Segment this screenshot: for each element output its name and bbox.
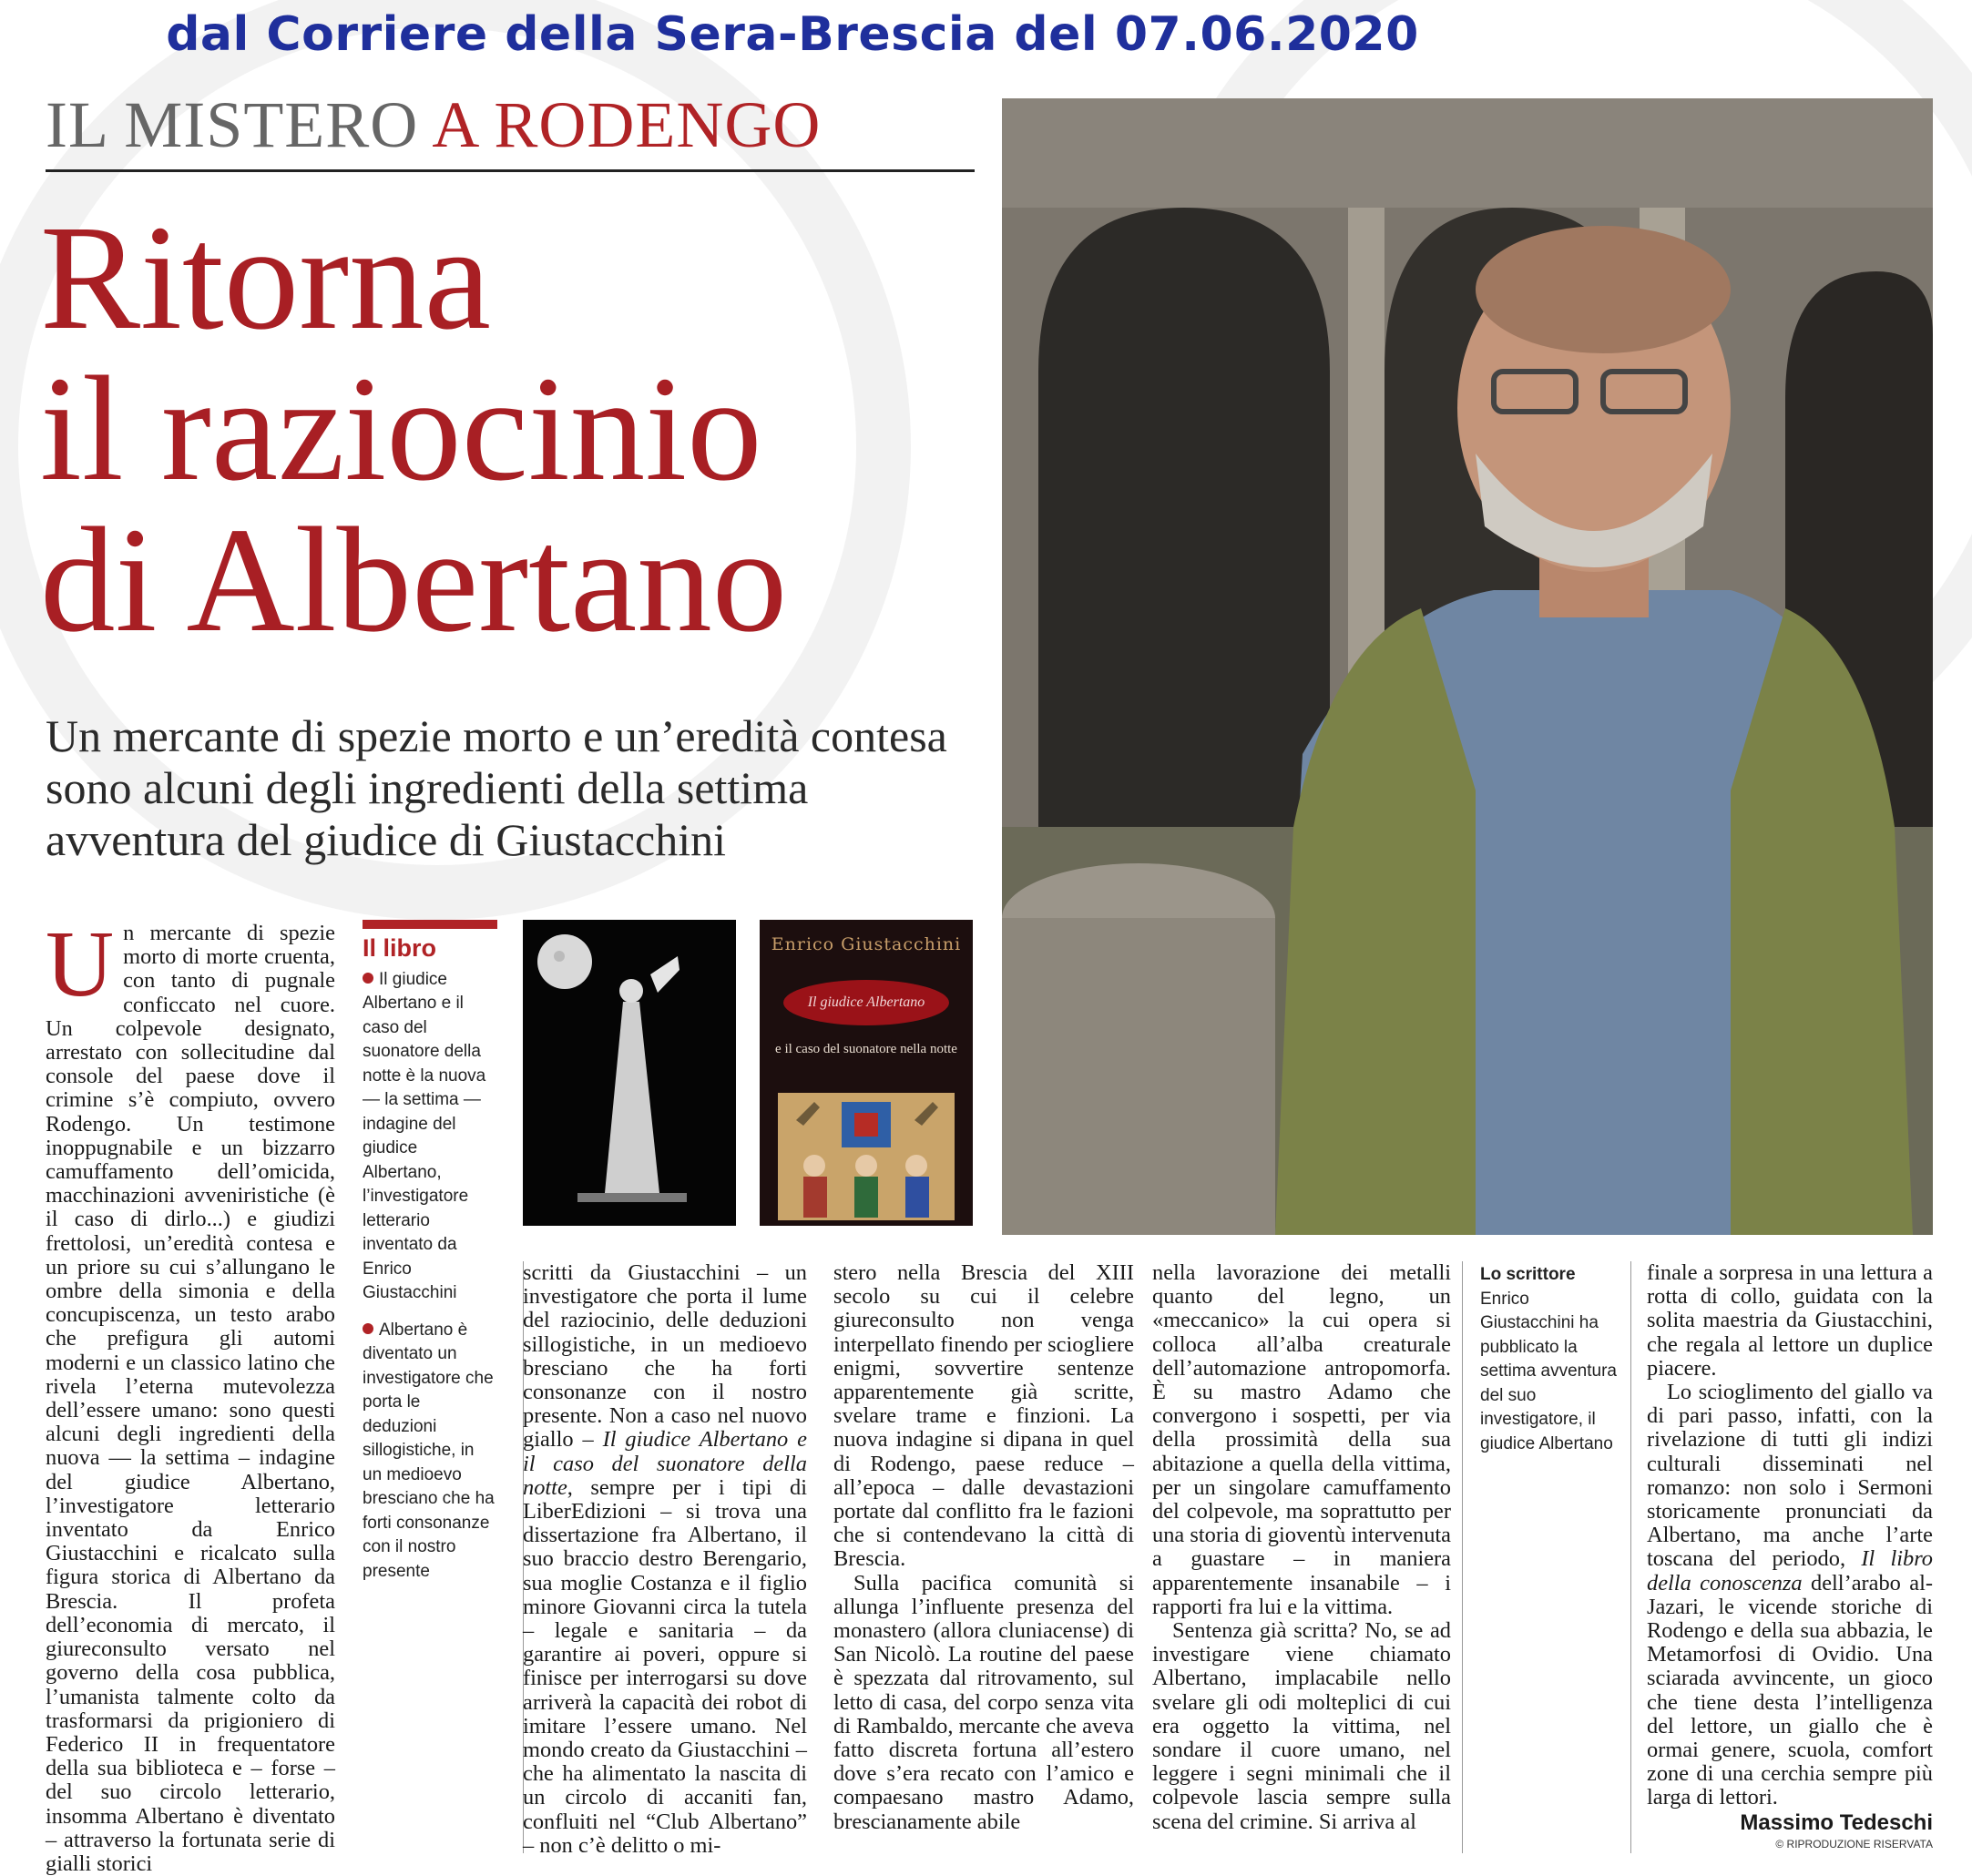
article-column-4 [1152, 1261, 1451, 1834]
article-column-1 [46, 912, 335, 1876]
kicker [46, 87, 821, 163]
column-4-paragraph-2: Sentenza già scritta? No, se ad investigare viene chiamato Albertano, implacabile nello svelare gli odi molteplici di cui era oggetto la vittima, nel sondare il cuore umano, nel leggere i segni minimali che il colpevole lascia sempre sulla scena del crimine. Si arriva al [1152, 1618, 1451, 1834]
headline-line-2: il raziocinio [40, 345, 762, 512]
headline-line-1: Ritorna [40, 194, 491, 361]
column-6-text-a: Lo scioglimento del giallo va di pari passo, infatti, con la rivelazione di tutti gli indizi culturali disseminati nel romanzo: non solo i Sermoni storicamente pronunciati da Albertano, ma anche l’arte toscana del periodo, [1647, 1380, 1933, 1572]
book-cover-miniature-illustration [778, 1093, 955, 1220]
sidebar-item-text: Albertano è diventato un investigatore che porta le deduzioni sillogistiche, in un medioevo bresciano che ha forti consonanze con il nostro presente [363, 1320, 495, 1581]
column-divider [1462, 1261, 1463, 1853]
column-2-text-a: scritti da Giustacchini – un investigatore che porta il lume del raziocinio, delle deduzioni sillogistiche, in un medioevo bresciano che ha forti consonanze con il nostro presente. Non a caso nel nuovo giallo – [523, 1260, 807, 1453]
author-photo [1002, 98, 1933, 1235]
column-6-text-b: dell’arabo al-Jazari, le vicende storiche di Rodengo e della sua abbazia, le Metamorfosi di Ovidio. Una sciarada avvincente, un gioco che tiene desta l’intelligenza del lettore, un giallo che è ormai genere, scuola, comfort zone di una cerchia sempre più larga di lettori. [1647, 1570, 1933, 1810]
deck: Un mercante di spezie morto e un’eredità contesa sono alcuni degli ingredienti della settima avventura del giudice di Giustacchini [46, 710, 947, 865]
author-photo-illustration [1002, 98, 1933, 1235]
headline [40, 194, 996, 663]
book-reference-italic: Il libro della conoscenza [1647, 1546, 1933, 1596]
column-1-text: n mercante di spezie morto di morte cruenta, con tanto di pugnale conficcato nel cuore. Un colpevole designato, arrestato con sollecitudine dal console del paese dove il crimine s’è compiuto, ovvero Rodengo. Un testimone inoppugnabile e un bizzarro camuffamento dell’omicida, macchinazioni avveniristiche (è il caso di dirlo...) e giudizi frettolosi, un’eredità contesa e un priore su cui s’allungano le ombre della simonia e della concupiscenza, un testo arabo che prefigura gli automi moderni e un classico latino che rivela l’eterna mutevolezza dell’essere umano: sono questi alcuni degli ingredienti della nuova — la settima – indagine del giudice Albertano, l’investigatore letterario inventato da Enrico Giustacchini e ricalcato sulla figura storica di Albertano da Brescia. Il profeta dell’economia di mercato, il giureconsulto versato nel governo della cosa pubblica, l’umanista talmente colto da trasformarsi da prigioniero di Federico II in frequentatore della sua biblioteca e – forse – del suo circolo letterario, insomma Albertano è diventato – attraverso la fortunata serie di gialli storici [46, 921, 335, 1876]
photo-caption [1480, 1263, 1621, 1456]
caption-text: Enrico Giustacchini ha pubblicato la settima avventura del suo investigatore, il giudice Albertano [1480, 1289, 1617, 1453]
bullet-icon [363, 973, 373, 984]
book-title-italic: Il giudice Albertano e il caso del suonatore della notte [523, 1427, 807, 1500]
article-column-6 [1647, 1261, 1933, 1810]
column-4-paragraph-1: nella lavorazione dei metalli quanto del legno, un «meccanico» la cui opera si colloca all’alba creaturale dell’automazione antropomorfa. È su mastro Adamo che convergono i sospetti, per via della prossimità della sua abitazione a quella della vittima, per un singolare camuffamento del colpevole, ma soprattutto per una storia di gioventù intervenuta a guastare – in maniera apparentemente insanabile – i rapporti fra lui e la vittima. [1152, 1260, 1451, 1619]
column-3-paragraph-2: Sulla pacifica comunità si allunga l’influente presenza del monastero (allora cluniacense) di San Nicolò. La routine del paese è spezzata dal ritrovamento, sul letto di casa, del corpo senza vita di Rambaldo, mercante che aveva fatto discreta fortuna all’estero dove s’era recato con l’amico e compaesano mastro Adamo, brescianamente abile [833, 1570, 1134, 1834]
source-line: dal Corriere della Sera-Brescia del 07.06.2020 [166, 7, 1419, 62]
book-cover-image [760, 920, 973, 1226]
book-cover-subtitle: e il caso del suonatore nella notte [775, 1042, 957, 1056]
kicker-part2: A RODENGO [432, 88, 822, 161]
article-column-3 [833, 1261, 1134, 1834]
sidebar-book-box [363, 920, 497, 1596]
drop-cap: U [46, 912, 115, 1016]
illustration-image [523, 920, 736, 1226]
sidebar-title: Il libro [363, 934, 436, 962]
book-cover-title: Il giudice Albertano [783, 980, 949, 1025]
article-column-2 [523, 1261, 807, 1858]
caption-title: Lo scrittore [1480, 1265, 1576, 1284]
kicker-part1: IL MISTERO [46, 88, 433, 161]
column-2-text-b: , sempre per i tipi di LiberEdizioni – si trova una dissertazione fra Albertano, il suo braccio destro Berengario, sua moglie Costanza e il figlio minore Giovanni circa la tutela – legale e sanitaria – da garantire ai poveri, oppure si finisce per interrogarsi su dove arriverà la capacità dei robot di imitare l’essere umano. Nel mondo creato da Giustacchini – che ha alimentato la nascita di un circolo di accaniti fan, confluiti nel “Club Albertano” – non c’è delitto o mi- [523, 1474, 807, 1858]
column-divider [1630, 1261, 1631, 1853]
book-cover-author: Enrico Giustacchini [771, 934, 962, 954]
rights-notice: © RIPRODUZIONE RISERVATA [1775, 1838, 1933, 1851]
kicker-rule [46, 169, 975, 172]
night-figure-illustration [523, 920, 736, 1226]
sidebar-item-text: Il giudice Albertano e il caso del suonatore della notte è la nuova — la settima — indagine del giudice Albertano, l’investigatore letterario inventato da Enrico Giustacchini [363, 969, 486, 1302]
sidebar-accent-bar [363, 920, 497, 929]
bullet-icon [363, 1323, 373, 1334]
headline-line-3: di Albertano [40, 496, 788, 663]
column-6-paragraph-1: finale a sorpresa in una lettura a rotta di collo, guidata con la solita maestria da Giustacchini, che regala al lettore un duplice piacere. [1647, 1260, 1933, 1381]
sidebar-item [363, 1319, 497, 1585]
sidebar-item [363, 968, 497, 1306]
column-3-paragraph-1: stero nella Brescia del XIII secolo su cui il celebre giureconsulto non venga interpellato finendo per sciogliere enigmi, sovvertire sentenze apparentemente già scritte, svelare trame e finzioni. La nuova indagine si dipana in quel di Rodengo, paese reduce – all’epoca – dalle devastazioni portate dal conflitto fra le fazioni che si contendevano la città di Brescia. [833, 1260, 1134, 1572]
byline: Massimo Tedeschi [1740, 1810, 1933, 1835]
